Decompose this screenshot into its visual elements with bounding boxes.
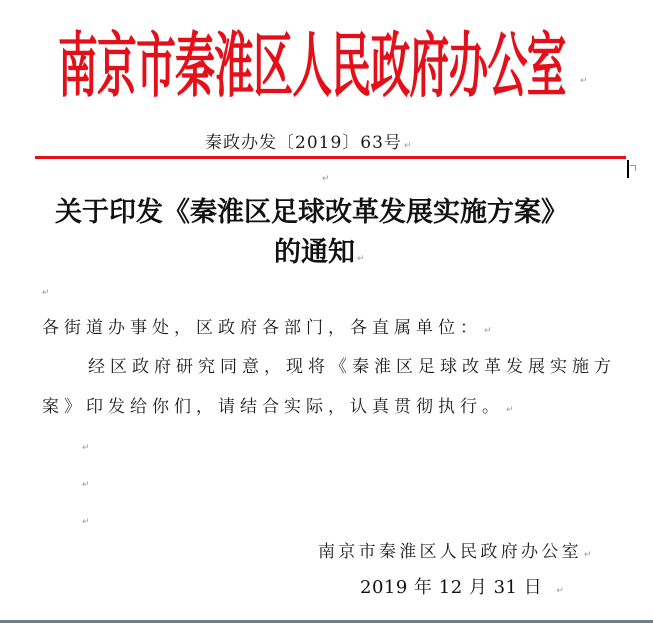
paragraph-mark-icon: ↵ [484,326,492,336]
margin-corner-mark-icon [630,165,636,171]
masthead-text: 南京市秦淮区人民政府办公室 [58,25,566,108]
paragraph-mark-icon: ↵ [82,443,90,453]
notice-heading-text: 的通知 [274,237,355,268]
paragraph-mark-icon: ↵ [357,254,365,264]
issuer-signature [318,540,591,567]
body-text: 经区政府研究同意，现将《秦淮区足球改革发展实施方 [88,357,616,377]
document-number [205,131,411,158]
salutation [42,316,492,343]
body-paragraph-line-2 [42,395,514,422]
notice-heading-line-1 [55,194,568,232]
paragraph-mark-icon: ↵ [42,288,50,298]
paragraph-mark-icon: ↵ [82,480,90,490]
paragraph-mark-icon: ↵ [403,141,412,151]
red-divider-rule [35,156,626,159]
paragraph-mark-icon: ↵ [322,174,330,184]
paragraph-mark-icon: ↵ [556,586,564,596]
salutation-text: 各街道办事处，区政府各部门，各直属单位： [42,318,482,338]
paragraph-mark-icon: ↵ [506,405,514,415]
issue-date [360,575,564,604]
paragraph-mark-icon: ↵ [583,550,592,560]
notice-heading-text: 关于印发《秦淮区足球改革发展实施方案》 [55,197,568,228]
body-text: 案》印发给你们，请结合实际，认真贯彻执行。 [42,397,504,417]
paragraph-mark-icon: ↵ [82,517,90,527]
paragraph-mark-icon: ↵ [580,76,588,86]
document-number-text: 秦政办发〔2019〕63号 [205,133,402,153]
notice-heading-line-2 [274,234,365,278]
date-text: 2019 年 12 月 31 日 [360,577,543,598]
signature-text: 南京市秦淮区人民政府办公室 [318,542,582,562]
text-cursor-icon [627,160,629,178]
body-paragraph-line-1 [88,355,616,379]
masthead-title [58,24,578,108]
